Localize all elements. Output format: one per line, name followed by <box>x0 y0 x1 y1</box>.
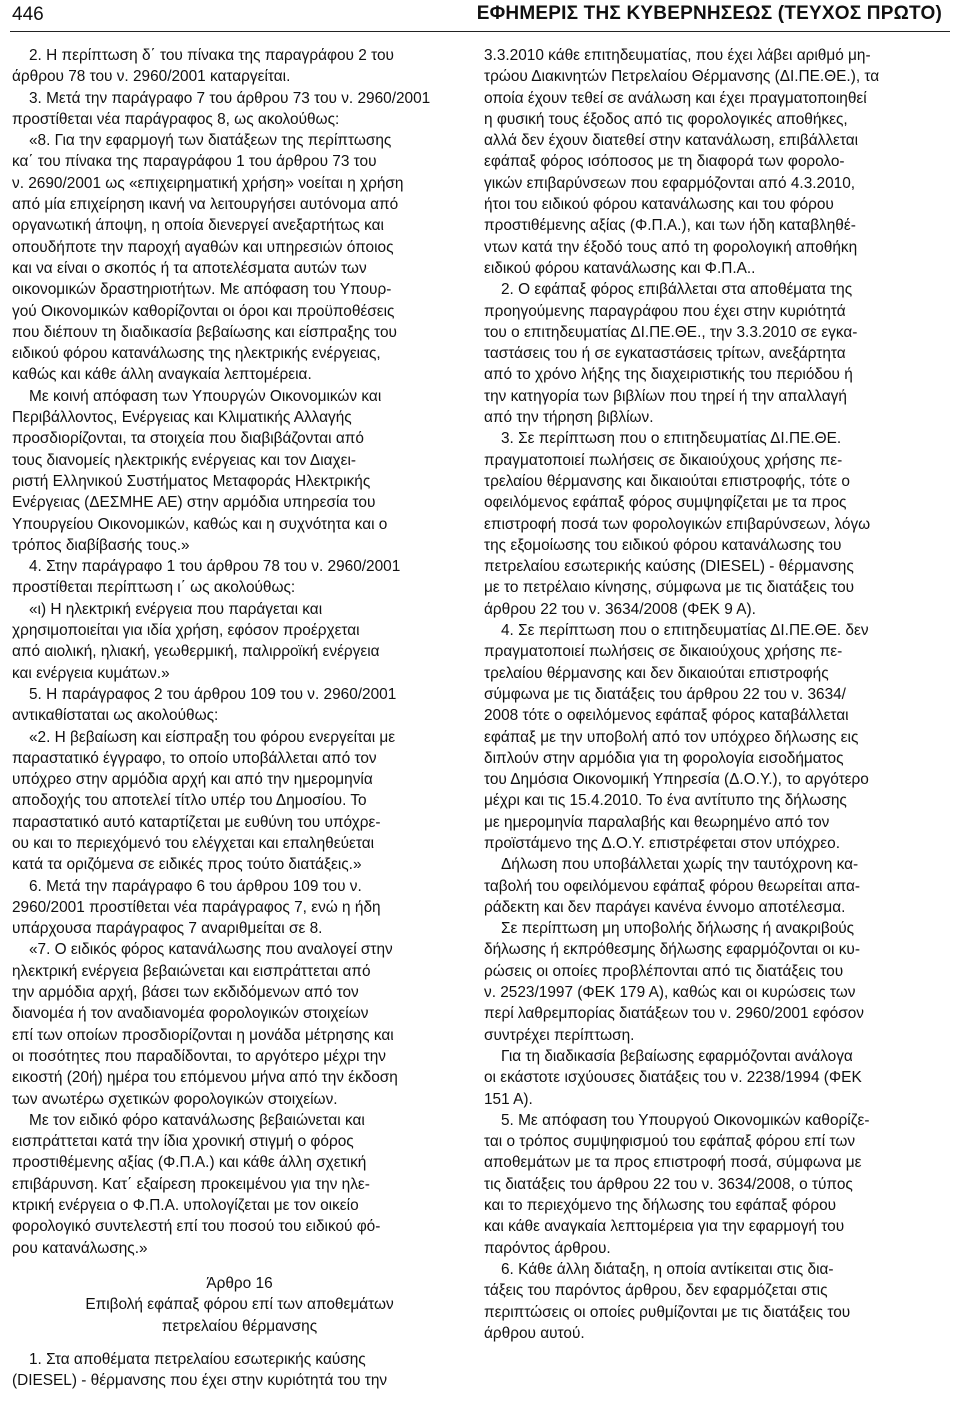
header-divider <box>10 31 950 32</box>
paragraph: «2. Η βεβαίωση και είσπραξη του φόρου ενεργείται με παραστατικό έγγραφο, το οποίο υποβάλλεται από τον υπόχρεο στην αρμόδια αρχή και από την ημερομηνία αποδοχής του αποτελεί τίτλο υπέρ του Δημοσίου. Το παραστατικό αυτό καταρτίζεται με ευθύνη του υπόχρε- ου και το περιεχόμενό του ελέγχεται και επαληθεύεται κατά τα οριζόμενα σε ειδικές προς τούτο διατάξεις.» <box>12 728 396 874</box>
right-column <box>484 45 948 1344</box>
paragraph: Σε περίπτωση μη υποβολής δήλωσης ή ανακριβούς δήλωσης ή εκπρόθεσμης δήλωσης εφαρμόζονται οι κυ- ρώσεις οι οποίες προβλέπονται από τις διατάξεις του ν. 2523/1997 (ΦΕΚ 179 Α), καθώς και οι κυρώσεις των περί λαθρεμπορίας διατάξεων του ν. 2960/2001 εφόσον συντρέχει περίπτωση. <box>484 920 864 1044</box>
paragraph: 2. Η περίπτωση δ΄ του πίνακα της παραγράφου 2 του άρθρου 78 του ν. 2960/2001 καταργείται. <box>12 47 394 86</box>
paragraph: 3.3.2010 κάθε επιτηδευματίας, που έχει λάβει αριθμό μη- τρώου Διακινητών Πετρελαίου Θέρμανσης (ΔΙ.ΠΕ.ΘΕ.), τα οποία έχουν τεθεί σε ανάλωση και έχει πραγματοποιηθεί η φυσική τους έξοδος από τις φορολογικές αποθήκες, αλλά δεν έχουν διατεθεί στην κατανάλωση, επιβάλλεται εφάπαξ φόρος ισόποσος με τη διαφορά των φορολο- γικών επιβαρύνσεων που εφαρμόζονται από 4.3.2010, ήτοι του ειδικού φόρου κατανάλωσης και του φόρου προστιθέμενης αξίας (Φ.Π.Α.), και των ήδη καταβληθέ- ντων κατά την έξοδό τους από τη φορολογική αποθήκη ειδικού φόρου κατανάλωσης και Φ.Π.Α.. <box>484 47 880 277</box>
paragraph: 5. Η παράγραφος 2 του άρθρου 109 του ν. 2960/2001 αντικαθίσταται ως ακολούθως: <box>12 685 397 725</box>
paragraph: Δήλωση που υποβάλλεται χωρίς την ταυτόχρονη κα- ταβολή του οφειλόμενου εφάπαξ φόρου θεωρείται απα- ράδεκτη και δεν παράγει κανένα έννομο αποτέλεσμα. <box>484 856 861 916</box>
paragraph: 2. Ο εφάπαξ φόρος επιβάλλεται στα αποθέματα της προηγούμενης παραγράφου που έχει στην κυριότητά του ο επιτηδευματίας ΔΙ.ΠΕ.ΘΕ., την 3.3.2010 σε εγκα- ταστάσεις του ή σε εγκαταστάσεις τρίτων, ανεξάρτητα από το χρόνο λήξης της διαχειριστικής του περιόδου ή την κατηγορία των βιβλίων που τηρεί ή την απαλλαγή από την τήρηση βιβλίων. <box>484 281 858 427</box>
paragraph: 6. Κάθε άλλη διάταξη, η οποία αντίκειται στις δια- τάξεις του παρόντος άρθρου, δεν εφαρμόζεται στις περιπτώσεις οι οποίες ρυθμίζονται με τις διατάξεις του άρθρου αυτού. <box>484 1260 851 1342</box>
page-number: 446 <box>12 4 44 25</box>
article-title: Επιβολή εφάπαξ φόρου επί των αποθεμάτων πετρελαίου θέρμανσης <box>85 1296 394 1335</box>
paragraph: 3. Σε περίπτωση που ο επιτηδευματίας ΔΙ.ΠΕ.ΘΕ. πραγματοποιεί πωλήσεις σε δικαιούχους χρήσης πε- τρελαίου θέρμανσης και δικαιούται επιστροφής, τότε ο οφειλόμενος εφάπαξ φόρος συμψηφίζεται με τα προς επιστροφή ποσά των φορολογικών επιβαρύνσεων, λόγω της εξομοίωσης του ειδικού φόρου κατανάλωσης του πετρελαίου εσωτερικής καύσης (DIESEL) - θέρμανσης με το πετρέλαιο κίνησης, σύμφωνα με τις διατάξεις του άρθρου 22 του ν. 3634/2008 (ΦΕΚ 9 Α). <box>484 430 871 618</box>
article-number: Άρθρο 16 <box>206 1274 273 1292</box>
paragraph: 4. Σε περίπτωση που ο επιτηδευματίας ΔΙ.ΠΕ.ΘΕ. δεν πραγματοποιεί πωλήσεις σε δικαιούχους χρήσης πε- τρελαίου θέρμανσης και δεν δικαιούται επιστροφής σύμφωνα με τις διατάξεις του άρθρου 22 του ν. 3634/ 2008 τότε ο οφειλόμενος εφάπαξ φόρος καταβάλλεται εφάπαξ με την υποβολή από τον υπόχρεο δήλωσης εις διπλούν στην αρμόδια για τη φορολογία εισοδήματος του Δημόσια Οικονομική Υπηρεσία (Δ.Ο.Υ.), το αργότερο μέχρι και τις 15.4.2010. Το ένα αντίτυπο της δήλωσης με ημερομηνία παραλαβής και θεωρημένο από τον προϊστάμενο της Δ.Ο.Υ. επιστρέφεται στον υπόχρεο. <box>484 622 869 852</box>
left-column <box>12 45 467 1391</box>
paragraph: Με τον ειδικό φόρο κατανάλωσης βεβαιώνεται και εισπράττεται κατά την ίδια χρονική στιγμή ο φόρος προστιθέμενης αξίας (Φ.Π.Α.) και κάθε άλλη σχετική επιβάρυνση. Κατ΄ εξαίρεση προκειμένου για την ηλε- κτρική ενέργεια ο Φ.Π.Α. υπολογίζεται με τον οικείο φορολογικό συντελεστή επί του ποσού του ειδικού φό- ρου κατανάλωσης.» <box>12 1111 381 1257</box>
gazette-title: ΕΦΗΜΕΡΙΣ ΤΗΣ ΚΥΒΕΡΝΗΣΕΩΣ (ΤΕΥΧΟΣ ΠΡΩΤΟ) <box>476 3 942 24</box>
paragraph: 6. Μετά την παράγραφο 6 του άρθρου 109 του ν. 2960/2001 προστίθεται νέα παράγραφος 7, ενώ η ήδη υπάρχουσα παράγραφος 7 αναριθμείται σε 8. <box>12 877 381 938</box>
paragraph: Με κοινή απόφαση των Υπουργών Οικονομικών και Περιβάλλοντος, Ενέργειας και Κλιματικής Αλλαγής προσδιορίζονται, τα στοιχεία που διαβιβάζονται από τους διανομείς ηλεκτρικής ενέργειας και τον Διαχει- ριστή Ελληνικού Συστήματος Μεταφοράς Ηλεκτρικής Ενέργειας (ΔΕΣΜΗΕ ΑΕ) στην αρμόδια υπηρεσία του Υπουργείου Οικονομικών, καθώς και η συχνότητα και ο τρόπος διαβίβασής τους.» <box>12 387 388 554</box>
paragraph: 1. Στα αποθέματα πετρελαίου εσωτερικής καύσης (DIESEL) - θέρμανσης που έχει στην κυριότητά του την <box>12 1350 388 1390</box>
paragraph: «ι) Η ηλεκτρική ενέργεια που παράγεται και χρησιμοποιείται για ιδία χρήση, εφόσον προέρχεται από αιολική, ηλιακή, γεωθερμική, παλιρροϊκή ενέργεια και ενέργεια κυμάτων.» <box>12 600 380 682</box>
paragraph: Για τη διαδικασία βεβαίωσης εφαρμόζονται ανάλογα οι εκάστοτε ισχύουσες διατάξεις του ν. 2238/1994 (ΦΕΚ 151 Α). <box>484 1047 862 1108</box>
paragraph: 3. Μετά την παράγραφο 7 του άρθρου 73 του ν. 2960/2001 προστίθεται νέα παράγραφος 8, ως ακολούθως: <box>12 89 431 128</box>
page-header <box>10 2 950 28</box>
paragraph: 5. Με απόφαση του Υπουργού Οικονομικών καθορίζε- ται ο τρόπος συμψηφισμού του εφάπαξ φόρου επί των αποθεμάτων με τα προς επιστροφή ποσά, σύμφωνα με τις διατάξεις του άρθρου 22 του ν. 3634/2008, ο τύπος και το περιεχόμενο της δήλωσης του εφάπαξ φόρου και κάθε αναγκαία λεπτομέρεια για την εφαρμογή του παρόντος άρθρου. <box>484 1111 870 1257</box>
paragraph: 4. Στην παράγραφο 1 του άρθρου 78 του ν. 2960/2001 προστίθεται περίπτωση ι΄ ως ακολούθως: <box>12 558 401 597</box>
paragraph: «8. Για την εφαρμογή των διατάξεων της περίπτωσης κα΄ του πίνακα της παραγράφου 1 του άρθρου 73 του ν. 2690/2001 ως «επιχειρηματική χρήση» νοείται η χρήση από μία επιχείρηση ικανή να λειτουργήσει αυτόνομα από οργανωτική άποψη, η οποία διενεργεί ανεξαρτήτως και οπουδήποτε την παροχή αγαθών και υπηρεσιών όποιος και να είναι ο σκοπός ή τα αποτελέσματα αυτών των οικονομικών δραστηριοτήτων. Με απόφαση του Υπουρ- γού Οικονομικών καθορίζονται οι όροι και προϋποθέσεις που διέπουν τη διαδικασία βεβαίωσης και είσπραξης του ειδικού φόρου κατανάλωσης της ηλεκτρικής ενέργειας, καθώς και κάθε άλλη αναγκαία λεπτομέρεια. <box>12 132 404 384</box>
paragraph: «7. Ο ειδικός φόρος κατανάλωσης που αναλογεί στην ηλεκτρική ενέργεια βεβαιώνεται και εισπράττεται από την αρμόδια αρχή, βάσει των εκδιδόμενων από τον διανομέα ή τον αναδιανομέα φορολογικών στοιχείων επί των οποίων προσδιορίζονται η μονάδα μέτρησης και οι ποσότητες που παραδίδονται, το αργότερο μέχρι την εικοστή (20ή) ημέρα του επόμενου μήνα από την έκδοση των ανωτέρω σχετικών φορολογικών στοιχείων. <box>12 941 398 1108</box>
